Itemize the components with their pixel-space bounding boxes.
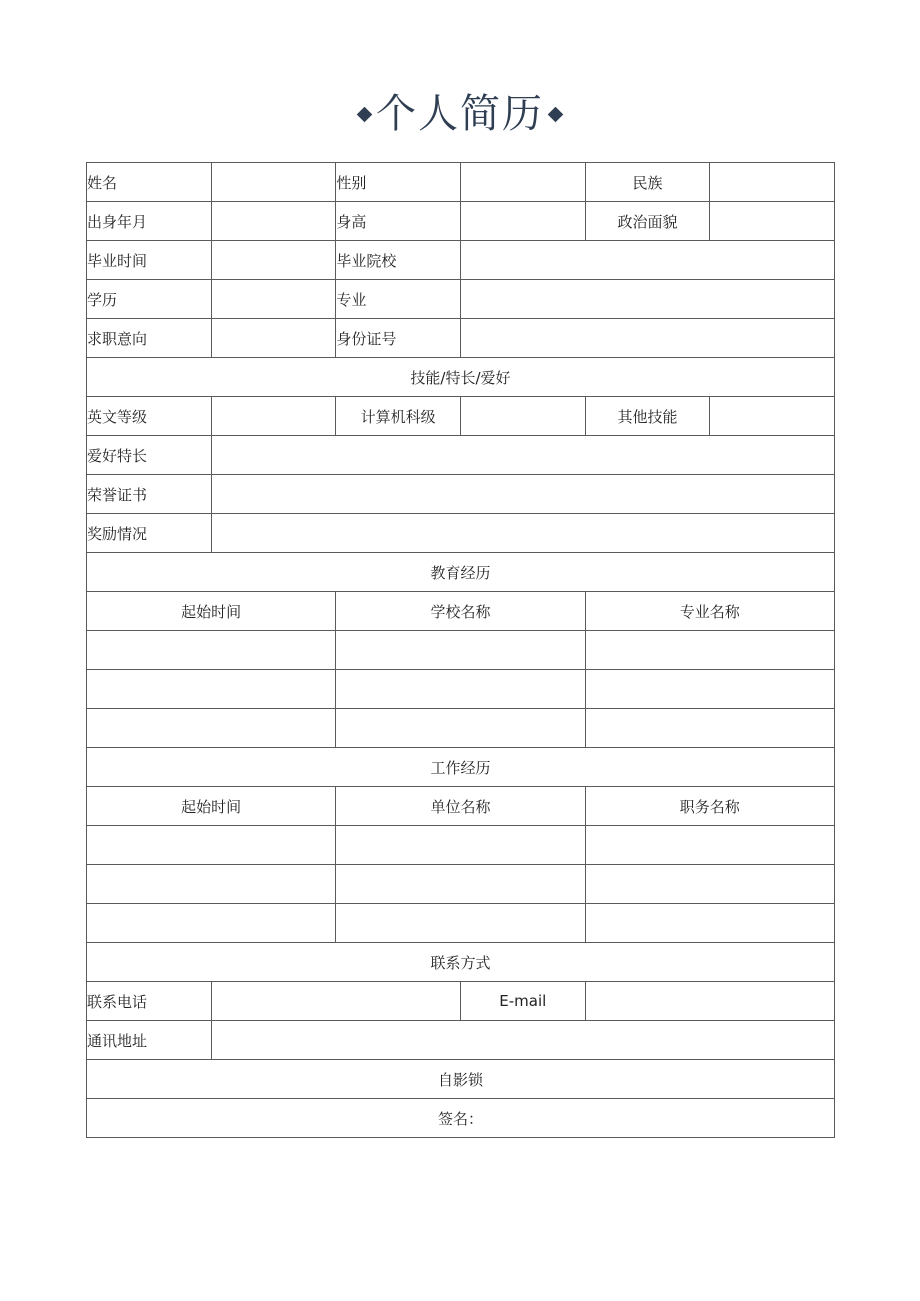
skills-heading: 技能/特长/爱好 (87, 358, 835, 397)
major-field[interactable] (460, 280, 834, 319)
gender-label: 性别 (336, 163, 461, 202)
edu-col-start-time: 起始时间 (87, 592, 336, 631)
computer-label: 计算机科级 (336, 397, 461, 436)
other-skill-field[interactable] (710, 397, 835, 436)
honor-field[interactable] (211, 475, 834, 514)
work-time-field[interactable] (87, 904, 336, 943)
politics-label: 政治面貌 (585, 202, 710, 241)
major-label: 专业 (336, 280, 461, 319)
work-heading: 工作经历 (87, 748, 835, 787)
email-field[interactable] (585, 982, 834, 1021)
title-text: 个人简历 (376, 91, 544, 137)
work-company-field[interactable] (336, 904, 585, 943)
diamond-icon (357, 106, 373, 122)
table-row (87, 514, 835, 553)
signature-label: 签名： (437, 1109, 483, 1128)
height-label: 身高 (336, 202, 461, 241)
table-row (87, 865, 835, 904)
edu-school-field[interactable] (336, 670, 585, 709)
table-row (87, 904, 835, 943)
edu-school-field[interactable] (336, 631, 585, 670)
work-time-field[interactable] (87, 865, 336, 904)
address-label: 通讯地址 (87, 1021, 212, 1060)
table-row (87, 982, 835, 1021)
work-col-start-time: 起始时间 (87, 787, 336, 826)
edu-time-field[interactable] (87, 670, 336, 709)
self-heading: 自影锁 (87, 1060, 835, 1099)
work-position-field[interactable] (585, 865, 834, 904)
degree-label: 学历 (87, 280, 212, 319)
edu-major-field[interactable] (585, 709, 834, 748)
id-number-label: 身份证号 (336, 319, 461, 358)
table-row (87, 592, 835, 631)
birth-field[interactable] (211, 202, 336, 241)
work-company-field[interactable] (336, 826, 585, 865)
award-field[interactable] (211, 514, 834, 553)
id-number-field[interactable] (460, 319, 834, 358)
table-row (87, 787, 835, 826)
other-skill-label: 其他技能 (585, 397, 710, 436)
table-row (87, 475, 835, 514)
english-field[interactable] (211, 397, 336, 436)
table-row (87, 748, 835, 787)
phone-field[interactable] (211, 982, 460, 1021)
grad-time-label: 毕业时间 (87, 241, 212, 280)
work-position-field[interactable] (585, 904, 834, 943)
table-row (87, 436, 835, 475)
table-row (87, 202, 835, 241)
name-label: 姓名 (87, 163, 212, 202)
diamond-icon (548, 106, 564, 122)
table-row (87, 1099, 835, 1138)
edu-col-school: 学校名称 (336, 592, 585, 631)
table-row (87, 1021, 835, 1060)
work-time-field[interactable] (87, 826, 336, 865)
table-row (87, 553, 835, 592)
edu-col-major: 专业名称 (585, 592, 834, 631)
hobby-field[interactable] (211, 436, 834, 475)
edu-time-field[interactable] (87, 709, 336, 748)
table-row (87, 358, 835, 397)
edu-major-field[interactable] (585, 670, 834, 709)
table-row (87, 241, 835, 280)
table-row (87, 397, 835, 436)
table-row (87, 670, 835, 709)
resume-table (86, 162, 835, 1138)
hobby-label: 爱好特长 (87, 436, 212, 475)
contact-heading: 联系方式 (87, 943, 835, 982)
job-intent-field[interactable] (211, 319, 336, 358)
table-row (87, 163, 835, 202)
english-label: 英文等级 (87, 397, 212, 436)
education-heading: 教育经历 (87, 553, 835, 592)
table-row (87, 826, 835, 865)
self-evaluation-area[interactable] (87, 1099, 835, 1138)
table-row (87, 1060, 835, 1099)
birth-label: 出身年月 (87, 202, 212, 241)
work-col-position: 职务名称 (585, 787, 834, 826)
honor-label: 荣誉证书 (87, 475, 212, 514)
name-field[interactable] (211, 163, 336, 202)
gender-field[interactable] (460, 163, 585, 202)
award-label: 奖励情况 (87, 514, 212, 553)
grad-time-field[interactable] (211, 241, 336, 280)
page-title (0, 82, 920, 139)
address-field[interactable] (211, 1021, 834, 1060)
phone-label: 联系电话 (87, 982, 212, 1021)
degree-field[interactable] (211, 280, 336, 319)
edu-major-field[interactable] (585, 631, 834, 670)
work-col-company: 单位名称 (336, 787, 585, 826)
job-intent-label: 求职意向 (87, 319, 212, 358)
table-row (87, 709, 835, 748)
school-field[interactable] (460, 241, 834, 280)
work-company-field[interactable] (336, 865, 585, 904)
politics-field[interactable] (710, 202, 835, 241)
table-row (87, 280, 835, 319)
ethnicity-field[interactable] (710, 163, 835, 202)
table-row (87, 943, 835, 982)
table-row (87, 319, 835, 358)
height-field[interactable] (460, 202, 585, 241)
computer-field[interactable] (460, 397, 585, 436)
email-label: E-mail (460, 982, 585, 1021)
ethnicity-label: 民族 (585, 163, 710, 202)
table-row (87, 631, 835, 670)
work-position-field[interactable] (585, 826, 834, 865)
edu-school-field[interactable] (336, 709, 585, 748)
school-label: 毕业院校 (336, 241, 461, 280)
edu-time-field[interactable] (87, 631, 336, 670)
